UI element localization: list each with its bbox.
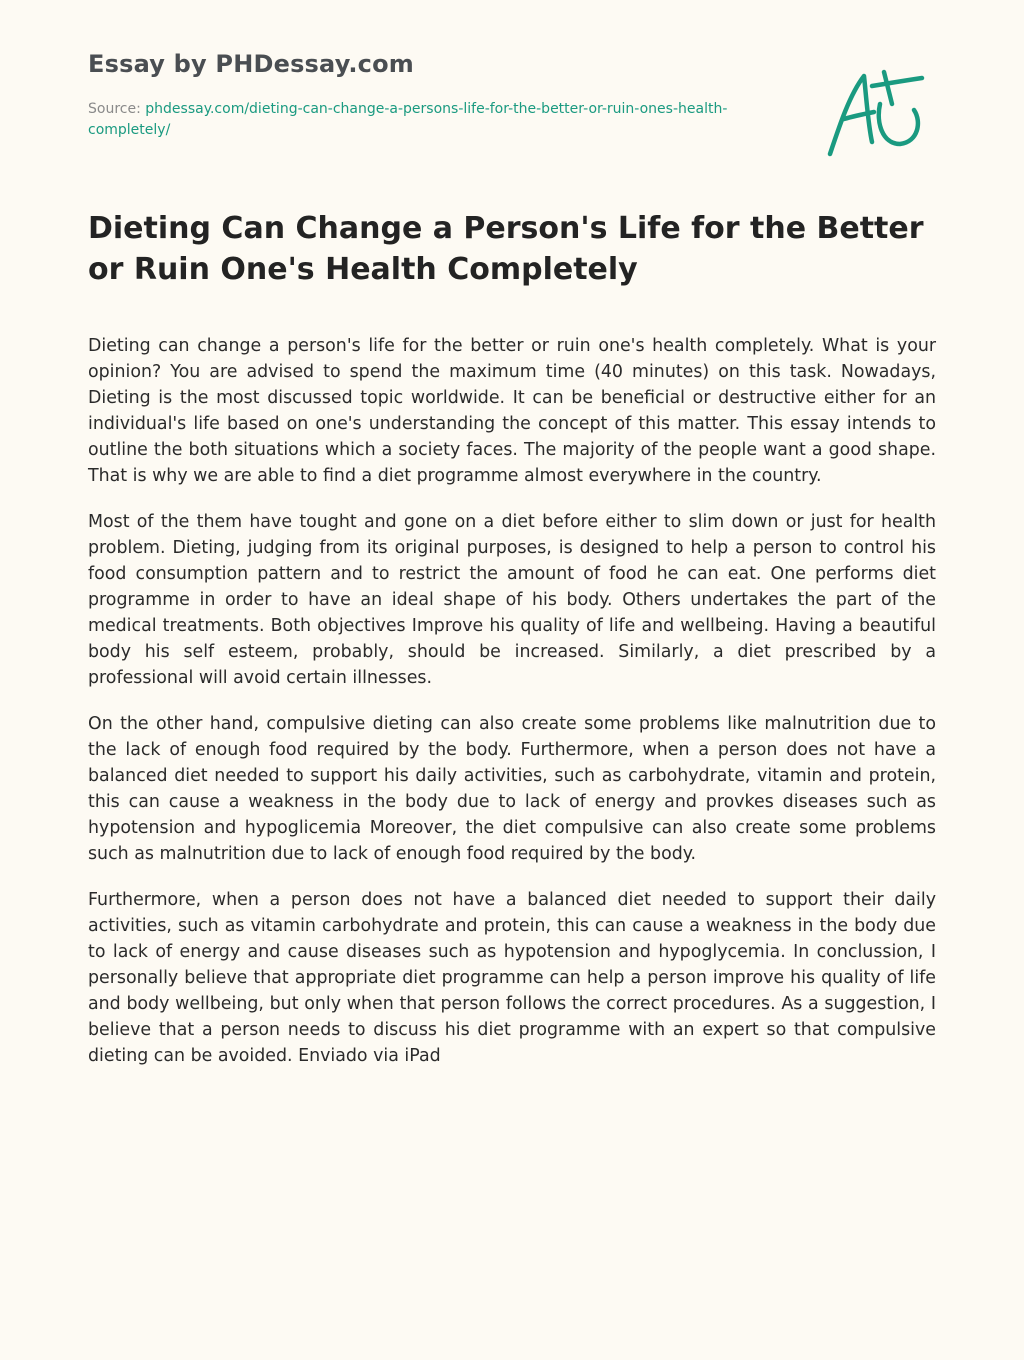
- essay-paragraph: Furthermore, when a person does not have a balanced diet needed to support their daily activities, such as vitamin carbohydrate and protein, this can cause a weakness in the body due to lack of energy and cause diseases such as hypotension and hypoglycemia. In conclussion, I personally believe that appropriate diet programme can help a person improve his quality of life and body wellbeing, but only when that person follows the correct procedures. As a suggestion, I believe that a person needs to discuss his diet programme with an expert so that compulsive dieting can be avoided. Enviado via iPad: [88, 890, 936, 1066]
- site-title: Essay by PHDessay.com: [88, 50, 414, 78]
- a-plus-logo-svg: [822, 64, 932, 164]
- essay-paragraph: Dieting can change a person's life for the better or ruin one's health completely. What is your opinion? You are advised to spend the maximum time (40 minutes) on this task. Nowadays, Dieting is the most discussed topic worldwide. It can be beneficial or destructive either for an individual's life based on one's understanding the concept of this matter. This essay intends to outline the both situations which a society faces. The majority of the people want a good shape. That is why we are able to find a diet programme almost everywhere in the country.: [88, 336, 936, 486]
- source-label: Source:: [88, 101, 146, 117]
- essay-title: Dieting Can Change a Person's Life for the Better or Ruin One's Health Completely: [88, 211, 924, 287]
- essay-paragraph: Most of the them have tought and gone on a diet before either to slim down or just for health problem. Dieting, judging from its original purposes, is designed to help a person to control his food consumption pattern and to restrict the amount of food he can eat. One performs diet programme in order to have an ideal shape of his body. Others undertakes the part of the medical treatments. Both objectives Improve his quality of life and wellbeing. Having a beautiful body his self esteem, probably, should be increased. Similarly, a diet prescribed by a professional will avoid certain illnesses.: [88, 512, 936, 688]
- essay-body: [88, 333, 936, 1089]
- source-link[interactable]: phdessay.com/dieting-can-change-a-persons-life-for-the-better-or-ruin-ones-health-completely/: [88, 101, 728, 138]
- essay-paragraph: On the other hand, compulsive dieting can also create some problems like malnutrition due to the lack of enough food required by the body. Furthermore, when a person does not have a balanced diet needed to support his daily activities, such as carbohydrate, vitamin and protein, this can cause a weakness in the body due to lack of energy and provkes diseases such as hypotension and hypoglicemia Moreover, the diet compulsive can also create some problems such as malnutrition due to lack of enough food required by the body.: [88, 714, 936, 864]
- a-plus-logo-icon: [822, 64, 932, 164]
- source-line: [88, 99, 748, 141]
